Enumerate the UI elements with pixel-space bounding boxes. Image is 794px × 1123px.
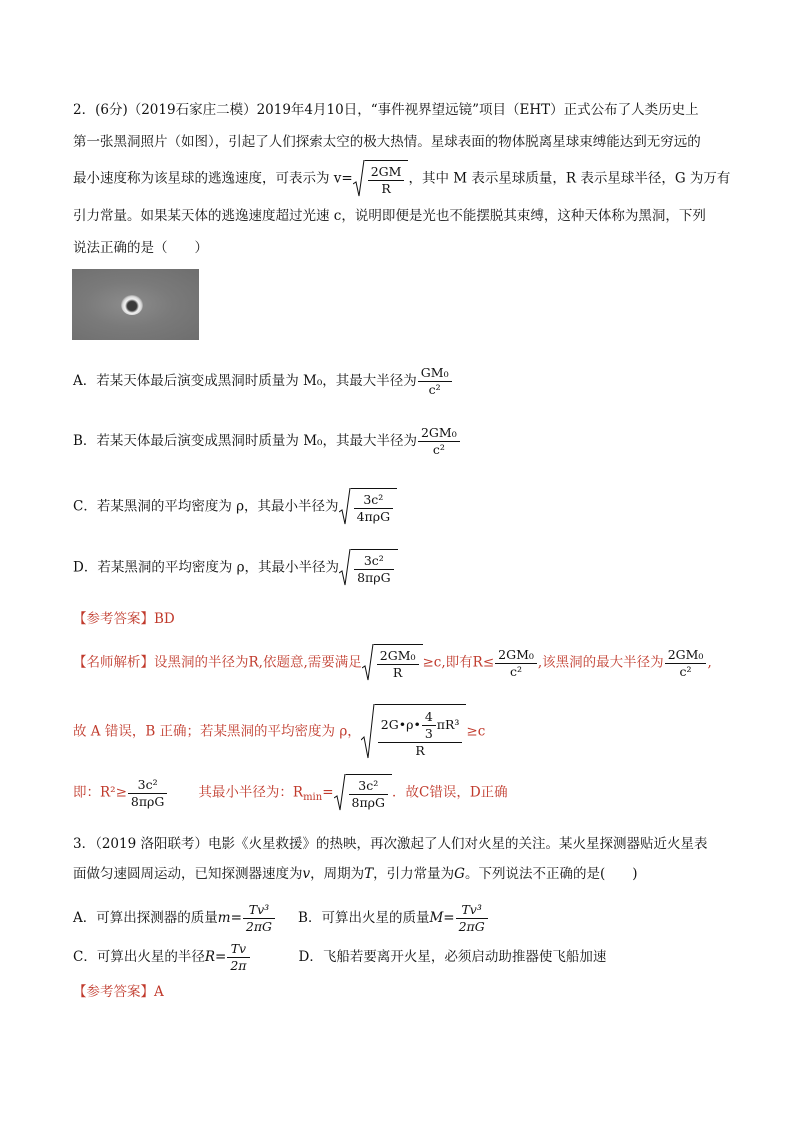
q2-line-5: 说法正确的是（ ）	[73, 240, 208, 256]
q2-line-1: 2．(6分)（2019石家庄二模）2019年4月10日，“事件视界望远镜”项目（EHT）正式公布了人类历史上	[73, 102, 699, 118]
q3-options-ab	[73, 902, 489, 935]
black-hole-photo	[72, 269, 199, 340]
q2-analysis-line-2: 故 A 错误，B 正确；若某黑洞的平均密度为 ρ， 2G•ρ• $\frac{4}{3}$ πR³ R ≥c	[73, 704, 485, 760]
q2-analysis-line-3: 即：R²≥ $\frac{\text{3c²}}{\text{8πρG}}$ 其最小半径为：$R_{min}=$ $\frac{\text{3c²}}{\text{8πρG}}$ ．故C错误，D正确	[73, 774, 508, 812]
q2-escape-velocity-formula: $\frac{2GM}{R}$	[353, 160, 409, 198]
q3-option-c: C．可算出火星的半径R= $\frac{Tv}{2\pi}$	[73, 949, 251, 965]
black-hole-ring	[121, 295, 143, 315]
q3-line-2: 面做匀速圆周运动，已知探测器速度为v，周期为T，引力常量为G。下列说法不正确的是( )	[73, 866, 638, 882]
q2-answer: 【参考答案】BD	[73, 611, 175, 627]
q3-option-b: B．可算出火星的质量M= $\frac{\text{Tv³}}{2\pi G}$	[298, 910, 489, 926]
q2-option-c: C．若某黑洞的平均密度为 ρ，其最小半径为 $\frac{\text{3c²}}{\text{4πρG}}$	[73, 488, 397, 526]
q2-line-3: 最小速度称为该星球的逃逸速度，可表示为 v= $\frac{2GM}{R}$ ，其中 M 表示星球质量，R 表示星球半径，G 为万有	[73, 160, 730, 198]
q3-option-d: D．飞船若要离开火星，必须启动助推器使飞船加速	[298, 949, 607, 965]
q2-option-b: B．若某天体最后演变成黑洞时质量为 M₀，其最大半径为 $\frac{\text{2GM₀}}{\text{c²}}$	[73, 425, 461, 458]
q2-option-a: A．若某天体最后演变成黑洞时质量为 M₀，其最大半径为 $\frac{\text{GM₀}}{\text{c²}}$	[73, 365, 453, 398]
q3-line-1: 3．（2019 洛阳联考）电影《火星救援》的热映，再次激起了人们对火星的关注。某火星探测器贴近火星表	[73, 836, 708, 852]
q2-line-2: 第一张黑洞照片（如图），引起了人们探索太空的极大热情。星球表面的物体脱离星球束缚能达到无穷远的	[73, 134, 701, 150]
q2-option-d: D．若某黑洞的平均密度为 ρ，其最小半径为 $\frac{\text{3c²}}{\text{8πρG}}$	[73, 549, 398, 587]
q2-analysis-line-1: 【名师解析】设黑洞的半径为R,依题意,需要满足 $\frac{\text{2GM₀}}{R}$ ≥c,即有R≤ $\frac{\text{2GM₀}}{\text{c²}}$ ,该黑洞的最大半径为 $\frac{\text{2GM₀}}{\text{c²}}$ ,	[73, 644, 712, 682]
q3-answer: 【参考答案】A	[73, 984, 164, 1000]
q2-line-4: 引力常量。如果某天体的逃逸速度超过光速 c，说明即便是光也不能摆脱其束缚，这种天体称为黑洞，下列	[73, 208, 706, 224]
q3-options-cd	[73, 941, 606, 974]
q3-option-a: A．可算出探测器的质量m= $\frac{\text{Tv³}}{2\pi G}$	[73, 910, 276, 926]
